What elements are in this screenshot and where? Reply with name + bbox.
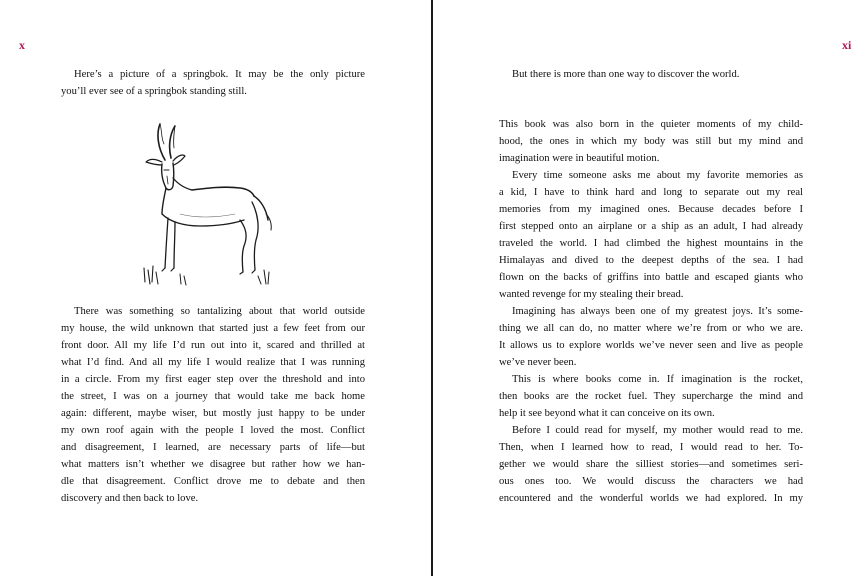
text-line: first stepped onto an airplane or a ship as an adult, I had already <box>499 221 803 232</box>
text-line: traveled the world. I had climbed the highest mountains in the <box>499 238 803 249</box>
page-number-left: x <box>19 38 25 52</box>
text-line: This book was also born in the quieter moments of my child- <box>499 119 803 130</box>
text-line: discovery and then back to love. <box>61 493 199 504</box>
text-line: This is where books come in. If imagination is the rocket, <box>512 374 803 385</box>
text-line: thing we all can do, no matter where we’re from or who we are. <box>499 323 803 334</box>
text-line: flown on the backs of griffins into battle and escaped giants who <box>499 272 803 283</box>
text-line: and disagreement, I learned, are necessary parts of life—but <box>61 442 365 453</box>
text-line: There was something so tantalizing about that world outside <box>74 306 365 317</box>
text-line: Here’s a picture of a springbok. It may be the only picture <box>74 69 365 80</box>
right-page <box>433 0 864 576</box>
text-line: what I’d find. And all my life I would realize that I was running <box>61 357 365 368</box>
left-page <box>0 0 431 576</box>
text-line: front door. All my life I’d run out into it, scared and thrilled at <box>61 340 365 351</box>
text-line: dle that disagreement. Conflict drove me to debate and then <box>61 476 365 487</box>
text-line: wanted revenge for my stealing their bread. <box>499 289 684 300</box>
text-line: It allows us to explore worlds we’ve never seen and live as people <box>499 340 803 351</box>
text-line: Then, when I learned how to read, I would read to her. To- <box>499 442 803 453</box>
springbok-sketch-icon <box>140 118 280 290</box>
text-line: what matters isn’t whether we disagree but rather how we han- <box>61 459 365 470</box>
text-line: imagination were in beautiful motion. <box>499 153 660 164</box>
text-line: again: different, maybe wiser, but mostly just happy to be under <box>61 408 365 419</box>
text-line: gether we would share the silliest stories—and sometimes seri- <box>499 459 803 470</box>
right-intro-paragraph <box>499 66 803 83</box>
text-line: the street, I was on a journey that would take me back home <box>61 391 365 402</box>
text-line: Imagining has always been one of my greatest joys. It’s some- <box>512 306 803 317</box>
text-line: memories from my imagined ones. Because decades before I <box>499 204 803 215</box>
text-line: you’ll ever see of a springbok standing still. <box>61 86 247 97</box>
left-intro-paragraph <box>61 66 365 100</box>
text-line: encountered and the wonderful worlds we had explored. In my <box>499 493 803 504</box>
text-line: hood, the ones in which my body was still but my mind and <box>499 136 803 147</box>
text-line: ous ones too. We would discuss the characters we had <box>499 476 803 487</box>
text-line: then books are the rocket fuel. They supercharge the mind and <box>499 391 803 402</box>
text-line: help it see beyond what it can conceive on its own. <box>499 408 715 419</box>
text-line: Before I could read for myself, my mother would read to me. <box>512 425 803 436</box>
text-line: my house, the wild unknown that started just a few feet from our <box>61 323 365 334</box>
text-line: But there is more than one way to discover the world. <box>512 69 740 80</box>
text-line: we’ve never been. <box>499 357 577 368</box>
text-line: in a circle. From my first eager step over the threshold and into <box>61 374 365 385</box>
text-line: Every time someone asks me about my favorite memories as <box>512 170 803 181</box>
right-main-text <box>499 116 803 507</box>
page-number-right: xi <box>842 38 852 52</box>
left-main-paragraph <box>61 303 365 507</box>
text-line: a kid, I have to think hard and long to separate out my real <box>499 187 803 198</box>
text-line: my own roof again with the people I loved the most. Conflict <box>61 425 365 436</box>
text-line: Himalayas and dived to the deepest depths of the sea. I had <box>499 255 803 266</box>
